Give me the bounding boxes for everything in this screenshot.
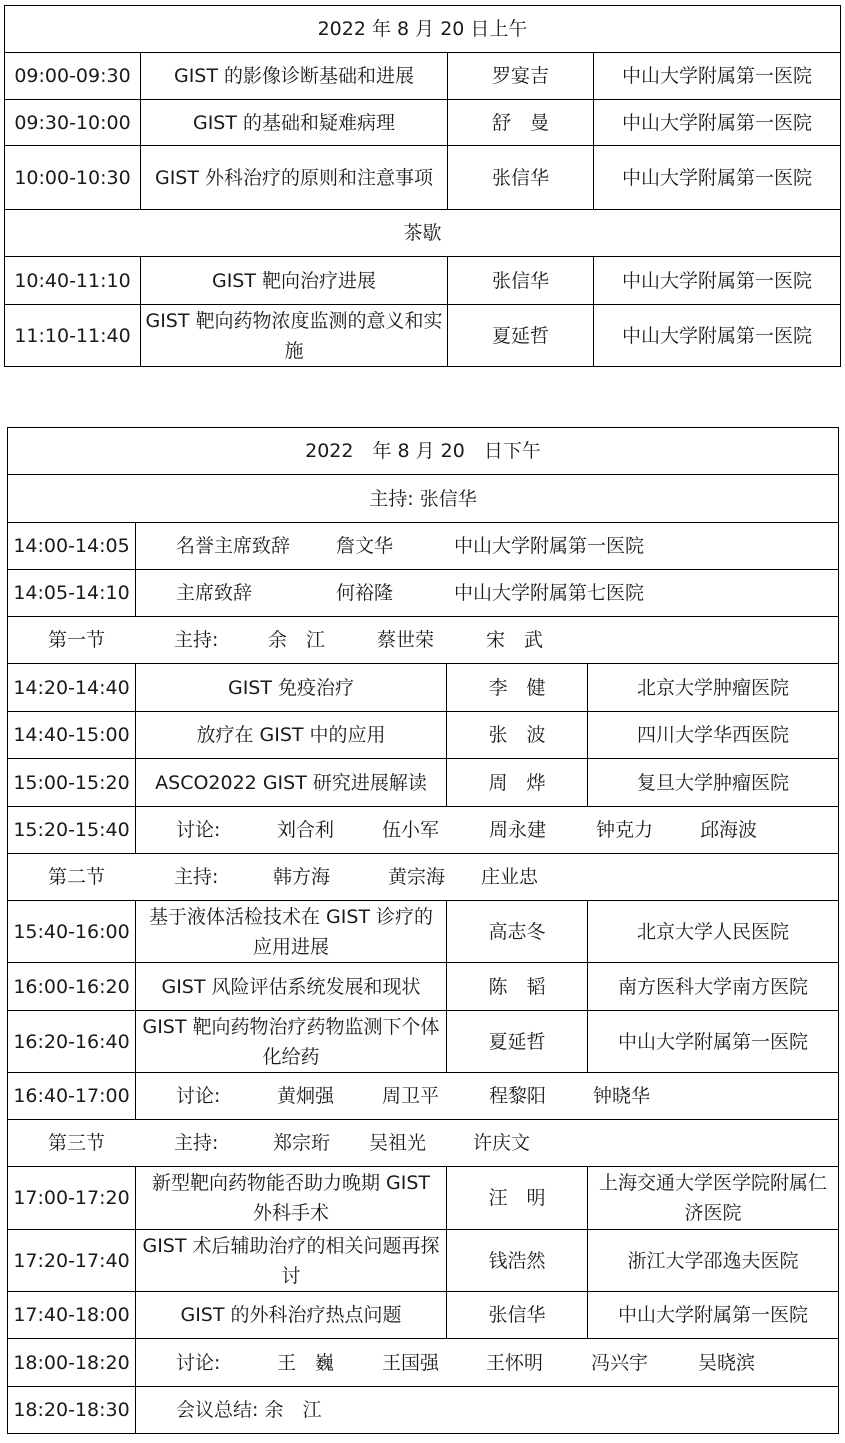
opening-person: 何裕隆 [336,582,394,604]
topic-cell: GIST 外科治疗的原则和注意事项 [141,146,448,210]
host-row [8,475,839,523]
topic-cell: GIST 的影像诊断基础和进展 [141,53,448,100]
time-cell: 14:00-14:05 [8,523,136,570]
discussant: 钟克力 [596,819,654,841]
opening-row [8,570,839,617]
discussant: 王 巍 [277,1351,335,1374]
section-3-header [8,1120,839,1167]
speaker-cell: 罗宴吉 [448,53,594,100]
table-row [8,759,839,807]
speaker-cell: 舒 曼 [448,100,594,146]
discussant: 冯兴宇 [591,1351,649,1374]
speaker-cell: 夏延哲 [447,1011,588,1073]
section-1-header [8,617,839,664]
section-header-row [8,1120,839,1167]
org-cell: 四川大学华西医院 [588,712,839,759]
host-name: 庄业忠 [481,866,539,888]
discussant: 邱海波 [700,819,758,841]
time-cell: 14:40-15:00 [8,712,136,759]
speaker-cell: 张 波 [447,712,588,759]
discussant: 伍小军 [382,819,440,841]
discussant: 周卫平 [382,1085,440,1107]
org-cell: 中山大学附属第一医院 [594,100,841,146]
discussant: 吴晓滨 [698,1351,756,1374]
time-cell: 18:20-18:30 [8,1387,136,1434]
org-cell: 上海交通大学医学院附属仁济医院 [588,1167,839,1230]
table-row [8,963,839,1011]
tea-break-cell: 茶歇 [5,210,841,257]
discussant: 程黎阳 [489,1085,547,1107]
topic-cell: GIST 靶向药物治疗药物监测下个体化给药 [136,1011,447,1073]
speaker-cell: 高志冬 [447,901,588,963]
time-cell: 18:00-18:20 [8,1339,136,1387]
discussant: 钟晓华 [593,1085,651,1107]
discussant: 王国强 [382,1351,440,1374]
host-label: 主持: [174,866,219,888]
discussant: 黄炯强 [277,1085,335,1107]
discussion-cell [136,1073,839,1120]
host-name: 宋 武 [486,629,544,651]
table-row [8,1011,839,1073]
topic-cell: GIST 靶向治疗进展 [141,257,448,305]
opening-org: 中山大学附属第一医院 [454,535,645,557]
discussion-cell [136,807,839,854]
org-cell: 浙江大学邵逸夫医院 [588,1230,839,1292]
topic-cell: GIST 的基础和疑难病理 [141,100,448,146]
discussant: 周永建 [489,819,547,841]
time-cell: 09:30-10:00 [5,100,141,146]
opening-title: 主席致辞 [176,582,253,604]
time-cell: 16:40-17:00 [8,1073,136,1120]
section-2-header [8,854,839,901]
time-cell: 14:05-14:10 [8,570,136,617]
speaker-cell: 李 健 [447,664,588,712]
discussion-row [8,1073,839,1120]
time-cell: 17:00-17:20 [8,1167,136,1230]
topic-cell: 基于液体活检技术在 GIST 诊疗的应用进展 [136,901,447,963]
speaker-cell: 汪 明 [447,1167,588,1230]
host-name: 吴祖光 [369,1132,427,1154]
section-header-row [8,617,839,664]
table-row [5,257,841,305]
discussion-label: 讨论: [176,819,221,841]
table-row [8,712,839,759]
table-row [8,664,839,712]
speaker-cell: 张信华 [448,146,594,210]
table-row [5,146,841,210]
discussion-label: 讨论: [176,1351,221,1374]
discussion-row [8,1339,839,1387]
closing-cell: 会议总结: 余 江 [136,1387,839,1434]
table-row [8,901,839,963]
time-cell: 15:40-16:00 [8,901,136,963]
time-cell: 15:20-15:40 [8,807,136,854]
section-label: 第三节 [48,1132,106,1154]
discussion-label: 讨论: [176,1085,221,1107]
speaker-cell: 张信华 [447,1292,588,1339]
section-label: 第一节 [48,629,106,651]
host-label: 主持: [174,629,219,651]
section-header-row [8,854,839,901]
table-row [8,1292,839,1339]
table-row [5,100,841,146]
time-cell: 15:00-15:20 [8,759,136,807]
topic-cell: GIST 术后辅助治疗的相关问题再探讨 [136,1230,447,1292]
org-cell: 中山大学附属第一医院 [594,146,841,210]
time-cell: 14:20-14:40 [8,664,136,712]
section-label: 第二节 [48,866,106,888]
opening-person: 詹文华 [336,535,394,557]
host-label: 主持: [174,1132,219,1154]
topic-cell: 放疗在 GIST 中的应用 [136,712,447,759]
discussion-row [8,807,839,854]
time-cell: 10:00-10:30 [5,146,141,210]
morning-schedule-table [4,5,841,367]
org-cell: 中山大学附属第一医院 [588,1292,839,1339]
org-cell: 中山大学附属第一医院 [594,305,841,367]
table-header-row [8,428,839,475]
host-name: 郑宗珩 [273,1132,331,1154]
afternoon-date-header: 2022 年 8 月 20 日下午 [8,428,839,475]
org-cell: 北京大学肿瘤医院 [588,664,839,712]
speaker-cell: 周 烨 [447,759,588,807]
speaker-cell: 钱浩然 [447,1230,588,1292]
topic-cell: 新型靶向药物能否助力晚期 GIST 外科手术 [136,1167,447,1230]
time-cell: 17:40-18:00 [8,1292,136,1339]
break-row [5,210,841,257]
topic-cell: GIST 免疫治疗 [136,664,447,712]
closing-row [8,1387,839,1434]
afternoon-schedule-table [7,427,839,1434]
host-name: 韩方海 [273,866,331,888]
opening-row [8,523,839,570]
org-cell: 中山大学附属第一医院 [588,1011,839,1073]
topic-cell: ASCO2022 GIST 研究进展解读 [136,759,447,807]
discussion-cell [136,1339,839,1387]
speaker-cell: 陈 韬 [447,963,588,1011]
opening-cell [136,523,839,570]
org-cell: 北京大学人民医院 [588,901,839,963]
opening-cell [136,570,839,617]
time-cell: 10:40-11:10 [5,257,141,305]
org-cell: 复旦大学肿瘤医院 [588,759,839,807]
table-row [8,1230,839,1292]
host-name: 蔡世荣 [377,629,435,651]
org-cell: 中山大学附属第一医院 [594,53,841,100]
time-cell: 17:20-17:40 [8,1230,136,1292]
host-name: 黄宗海 [388,866,446,888]
time-cell: 09:00-09:30 [5,53,141,100]
table-header-row [5,6,841,53]
speaker-cell: 张信华 [448,257,594,305]
table-row [5,305,841,367]
opening-title: 名誉主席致辞 [176,535,291,557]
host-name: 许庆文 [473,1132,531,1154]
time-cell: 11:10-11:40 [5,305,141,367]
org-cell: 中山大学附属第一医院 [594,257,841,305]
org-cell: 南方医科大学南方医院 [588,963,839,1011]
table-row [8,1167,839,1230]
host-name: 余 江 [268,629,326,651]
topic-cell: GIST 的外科治疗热点问题 [136,1292,447,1339]
speaker-cell: 夏延哲 [448,305,594,367]
time-cell: 16:00-16:20 [8,963,136,1011]
morning-date-header: 2022 年 8 月 20 日上午 [5,6,841,53]
discussant: 刘合利 [277,819,335,841]
opening-org: 中山大学附属第七医院 [454,582,645,604]
main-host-cell: 主持: 张信华 [8,475,839,523]
topic-cell: GIST 靶向药物浓度监测的意义和实施 [141,305,448,367]
table-row [5,53,841,100]
time-cell: 16:20-16:40 [8,1011,136,1073]
topic-cell: GIST 风险评估系统发展和现状 [136,963,447,1011]
discussant: 王怀明 [486,1351,544,1374]
